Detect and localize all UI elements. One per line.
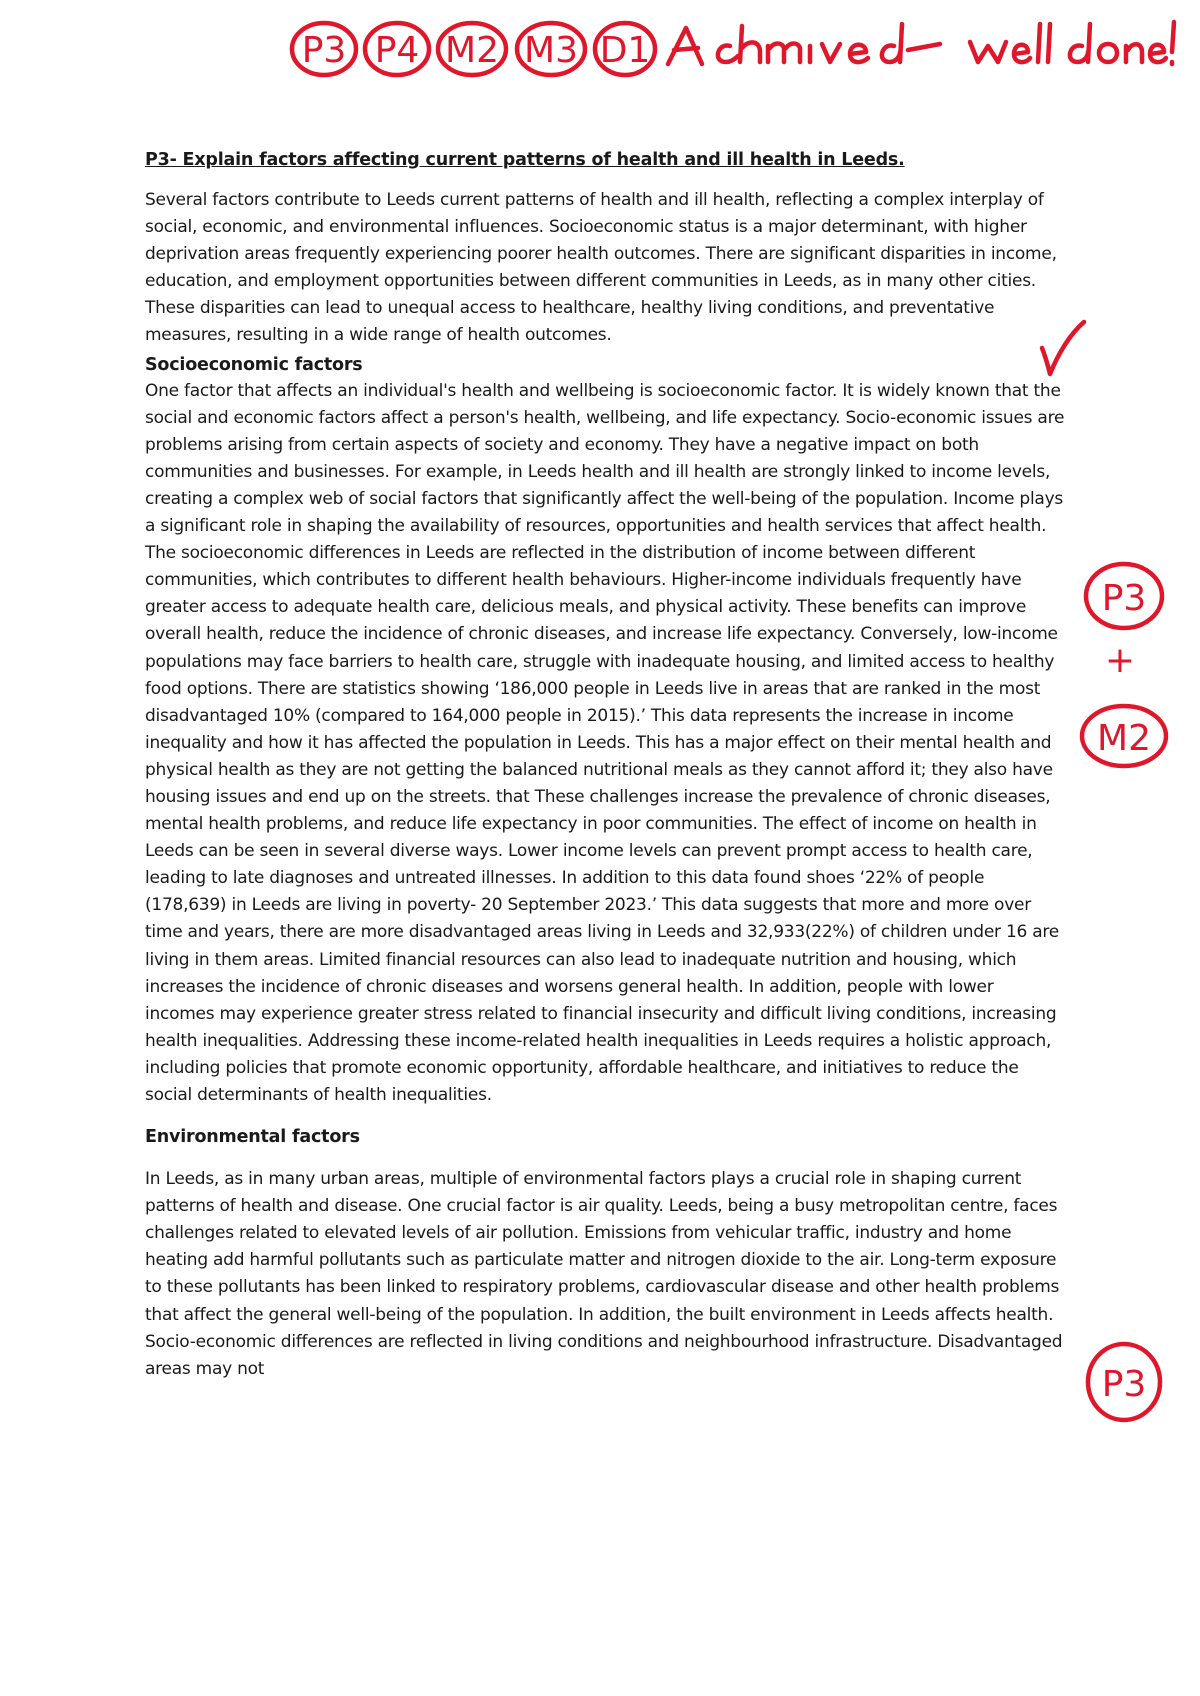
document-title: P3- Explain factors affecting current patterns of health and ill health in Leeds. <box>145 150 905 170</box>
handwritten-feedback-banner <box>290 12 1170 82</box>
criteria-circles <box>292 23 655 75</box>
margin-mark-label: P3 <box>1101 1364 1147 1405</box>
handwritten-comment <box>668 22 1174 64</box>
section-body-environmental: In Leeds, as in many urban areas, multiple of environmental factors plays a crucial role in shaping current patterns of health and disease. One crucial factor is air quality. Leeds, being a busy metropolitan centre, faces challenges related to elevated levels of air pollution. Emissions from vehicular traffic, industry and home heating add harmful pollutants such as particulate matter and nitrogen dioxide to the air. Long-term exposure to these pollutants has been linked to respiratory problems, cardiovascular disease and other health problems that affect the general well-being of the population. In addition, the built environment in Leeds affects health. Socio-economic differences are reflected in living conditions and neighbourhood infrastructure. Disadvantaged areas may not <box>145 1169 1063 1379</box>
section-body-socioeconomic: One factor that affects an individual's health and wellbeing is socioeconomic factor. It is widely known that the social and economic factors affect a person's health, wellbeing, and life expectancy. Socio-economic issues are problems arising from certain aspects of society and economy. They have a negative impact on both communities and businesses. For example, in Leeds health and ill health are strongly linked to income levels, creating a complex web of social factors that significantly affect the well-being of the population. Income plays a significant role in shaping the availability of resources, opportunities and health services that affect health. The socioeconomic differences in Leeds are reflected in the distribution of income between different communities, which contributes to different health behaviours. Higher-income individuals frequently have greater access to adequate health care, delicious meals, and physical activity. These benefits can improve overall health, reduce the incidence of chronic diseases, and increase life expectancy. Conversely, low-income populations may face barriers to health care, struggle with inadequate housing, and limited access to healthy food options. There are statistics showing ‘186,000 people in Leeds live in areas that are ranked in the most disadvantaged 10% (compared to 164,000 people in 2015).’ This data represents the increase in income inequality and how it has affected the population in Leeds. This has a major effect on their mental health and physical health as they are not getting the balanced nutritional meals as they cannot afford it; they also have housing issues and end up on the streets. that These challenges increase the prevalence of chronic diseases, mental health problems, and reduce life expectancy in poor communities. The effect of income on health in Leeds can be seen in several diverse ways. Lower income levels can prevent prompt access to health care, leading to late diagnoses and untreated illnesses. In addition to this data found shoes ‘22% of people (178,639) in Leeds are living in poverty- 20 September 2023.’ This data suggests that more and more over time and years, there are more disadvantaged areas living in Leeds and 32,933(22%) of children under 16 are living in them areas. Limited financial resources can also lead to inadequate nutrition and housing, which increases the incidence of chronic diseases and worsens general health. In addition, people with lower incomes may experience greater stress related to financial insecurity and difficult living conditions, increasing health inequalities. Addressing these income-related health inequalities in Leeds requires a holistic approach, including policies that promote economic opportunity, affordable healthcare, and initiatives to reduce the social determinants of health inequalities. <box>145 380 1065 1105</box>
document-body <box>145 150 1065 1383</box>
criterion-label: P4 <box>374 30 420 71</box>
margin-mark-label: + <box>1104 640 1136 681</box>
section-heading-socioeconomic: Socioeconomic factors <box>145 354 363 375</box>
intro-paragraph: Several factors contribute to Leeds current patterns of health and ill health, reflecting a complex interplay of social, economic, and environmental influences. Socioeconomic status is a major determinant, with higher deprivation areas frequently experiencing poorer health outcomes. There are significant disparities in income, education, and employment opportunities between different communities in Leeds, as in many other cities. These disparities can lead to unequal access to healthcare, healthy living conditions, and preventative measures, resulting in a wide range of health outcomes. <box>145 190 1057 346</box>
criterion-label: M3 <box>524 30 578 71</box>
section-heading-environmental: Environmental factors <box>145 1127 360 1148</box>
criterion-label: D1 <box>599 30 651 71</box>
margin-mark-label: P3 <box>1101 578 1147 619</box>
criterion-label: M2 <box>445 30 499 71</box>
margin-mark-p3-m2 <box>1070 560 1180 780</box>
criterion-label: P3 <box>301 30 347 71</box>
margin-mark-p3-environment <box>1078 1338 1178 1428</box>
margin-mark-label: M2 <box>1097 718 1151 759</box>
